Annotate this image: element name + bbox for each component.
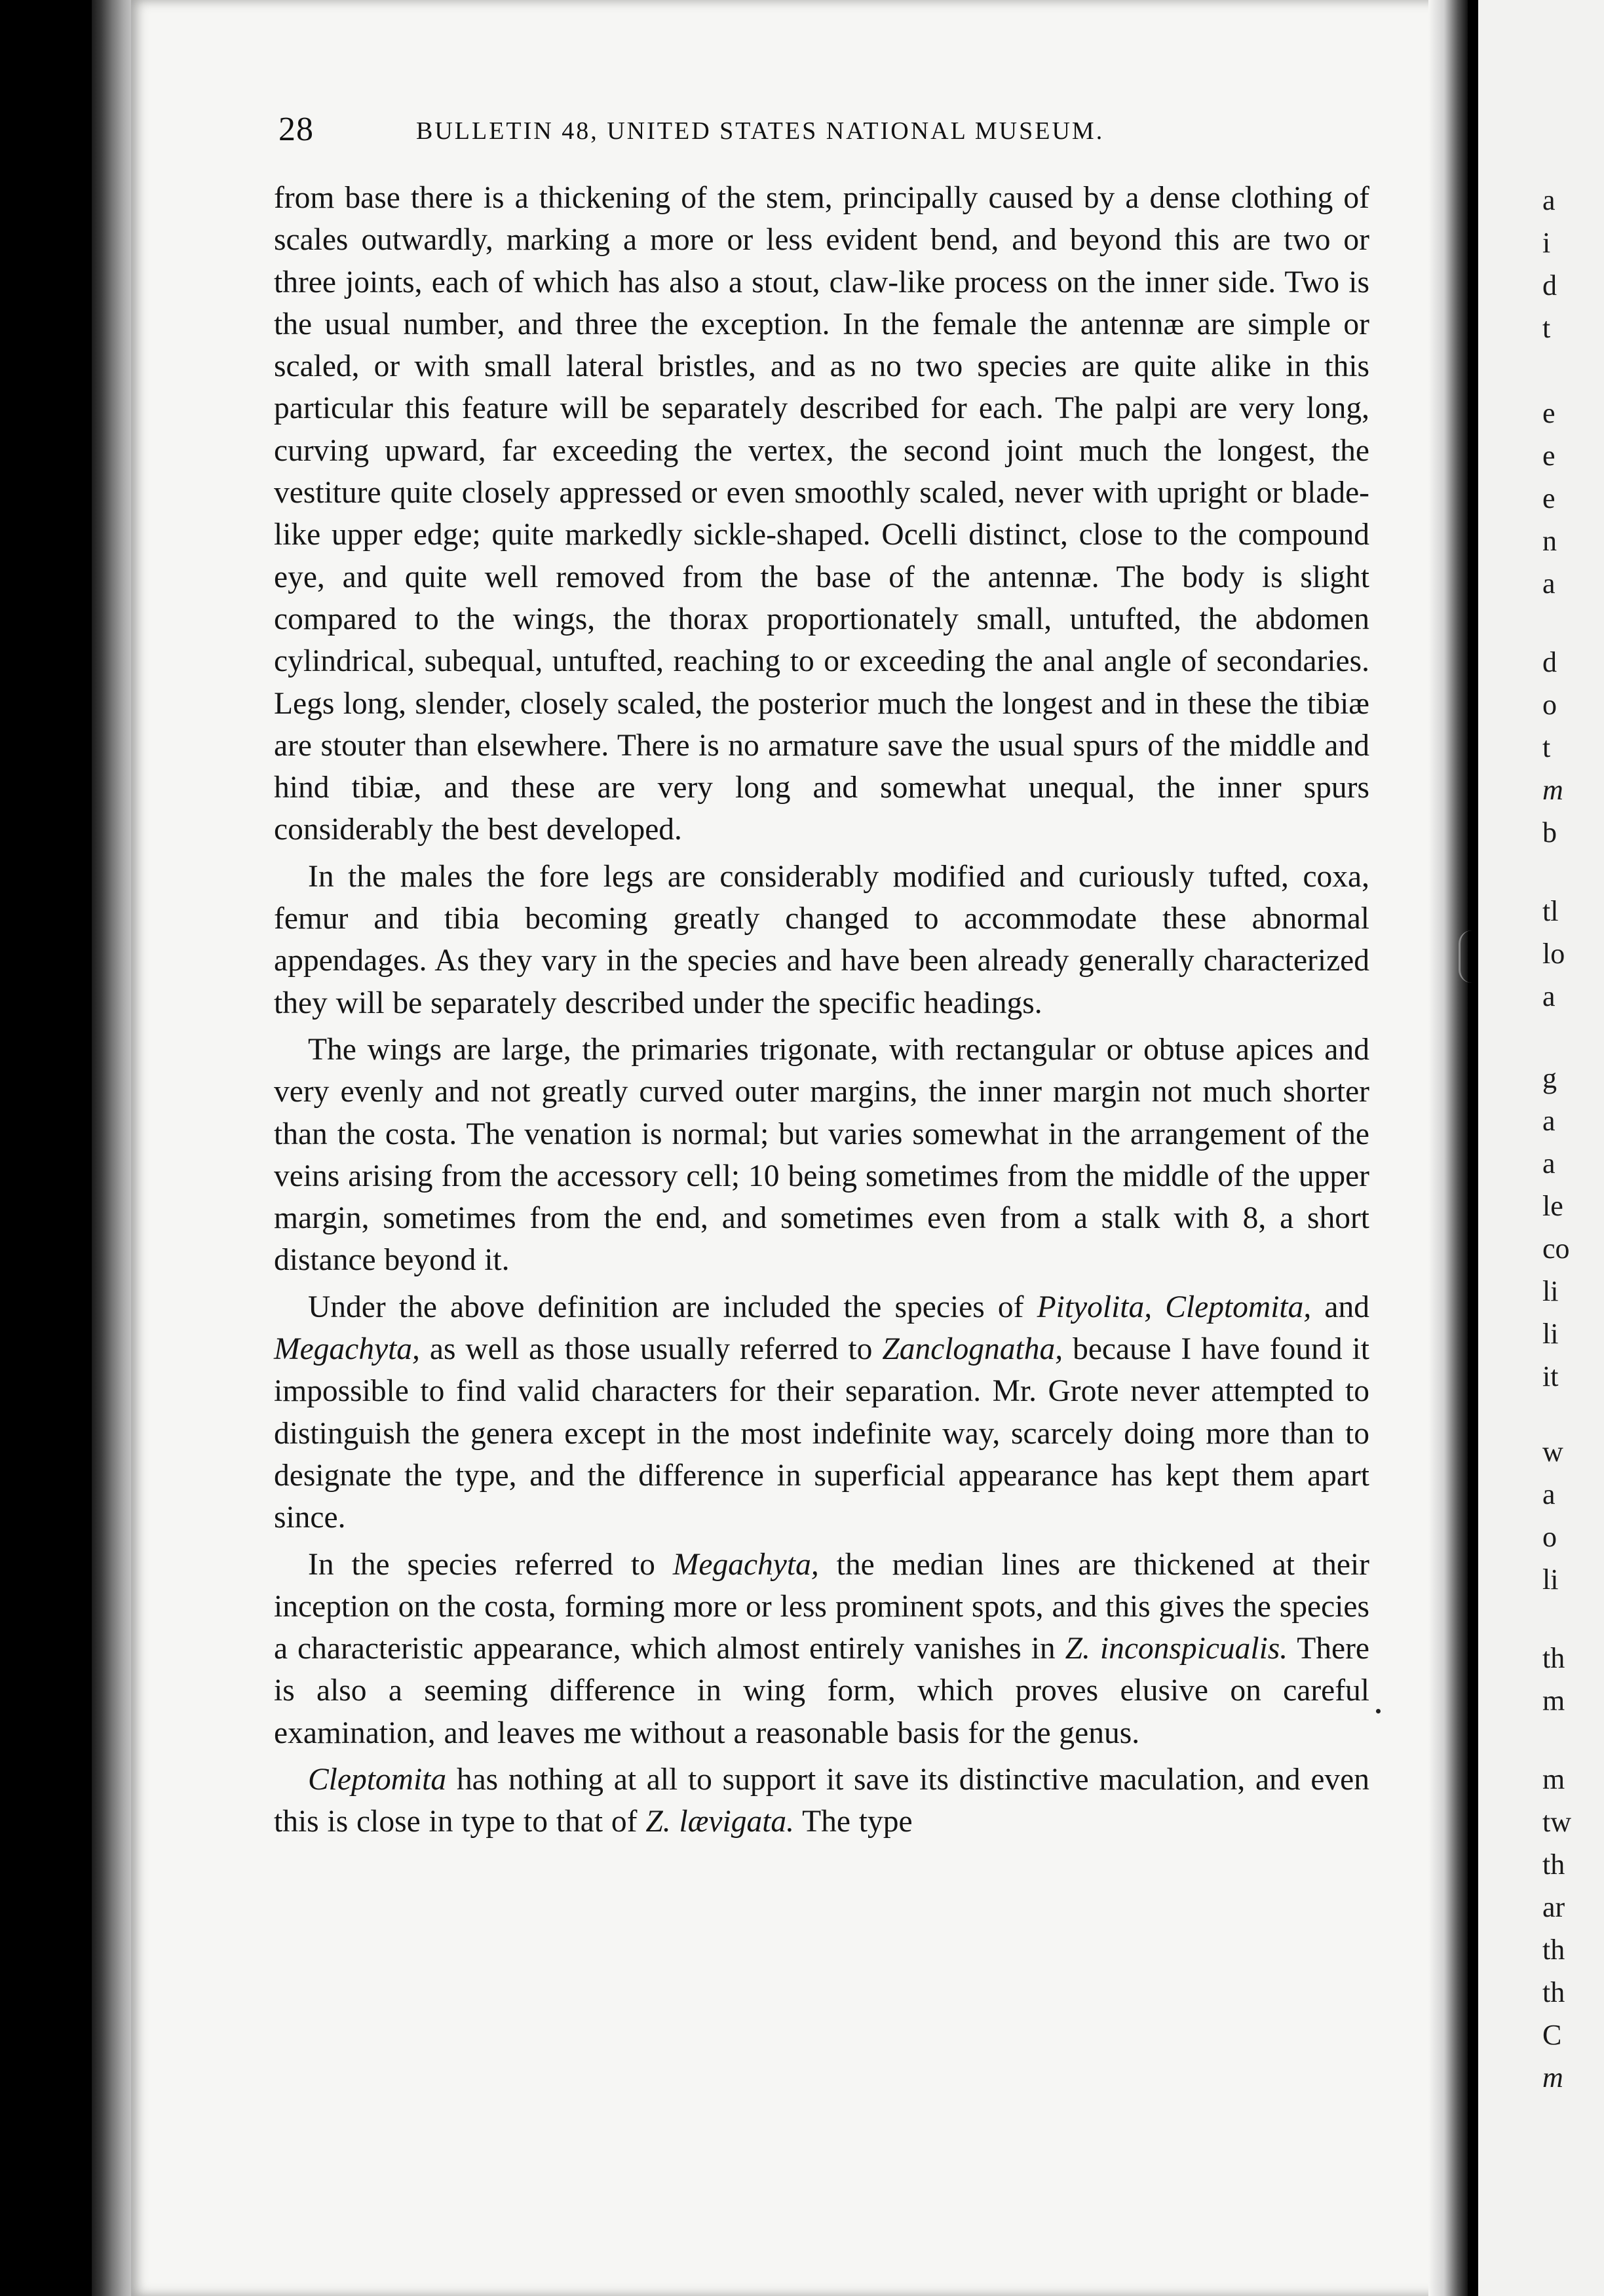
next-page-text: a: [1542, 1478, 1556, 1510]
next-page-text: a: [1542, 980, 1556, 1012]
page-number: 28: [278, 111, 314, 148]
next-page-text: i: [1542, 227, 1551, 259]
next-page-text: tw: [1542, 1806, 1571, 1838]
genus-name: Pityolita,: [1037, 1290, 1153, 1324]
next-page-text: co: [1542, 1233, 1570, 1265]
next-page-text: th: [1542, 1642, 1565, 1674]
paragraph: In the species referred to Megachyta, the median lines are thickened at their inception on the costa, forming more or less prominent spots, and this gives the species a characteristic appearance, which almost entirely vanishes in Z. inconspicualis. There is also a seeming difference in wing form, which proves elusive on careful examination, and leaves me without a reasonable basis for the genus.: [274, 1547, 1370, 1750]
page-edge-shadow: [1428, 0, 1468, 2296]
next-page-text: li: [1542, 1318, 1559, 1350]
paragraph: In the males the fore legs are considerably modified and curiously tufted, coxa, femur and tibia becoming greatly changed to accommodate these abnormal appendages. As they vary in the species and have been already generally characterized they will be separately described under the specific headings.: [274, 859, 1369, 1020]
next-page-text: m: [1542, 2061, 1563, 2094]
next-page-text: a: [1542, 184, 1556, 216]
next-page-text: d: [1542, 646, 1557, 678]
next-page-text: tl: [1542, 895, 1559, 927]
paragraph: Under the above definition are included the species of Pityolita, Cleptomita, and Megachyta, as well as those usually referred to Zanclognatha, because I have found it impossible to find valid characters for their separation. Mr. Grote never attempted to distinguish the genera except in the most indefinite way, scarcely doing more than to designate the type, and the difference in superficial appearance has kept them apart since.: [274, 1290, 1370, 1535]
genus-name: Megachyta,: [274, 1332, 420, 1367]
next-page-text: o: [1542, 689, 1557, 721]
genus-name: Cleptomita: [308, 1762, 447, 1797]
next-page-text: n: [1542, 525, 1557, 557]
genus-name: Megachyta,: [672, 1547, 819, 1582]
page-header: [278, 110, 1366, 156]
species-name: Z. lævigata.: [645, 1805, 795, 1839]
next-page-text: b: [1542, 816, 1557, 849]
next-page-text: th: [1542, 1848, 1565, 1881]
next-page-text: e: [1542, 482, 1556, 514]
next-page-text: w: [1542, 1436, 1563, 1468]
next-page-text: t: [1542, 731, 1551, 763]
genus-name: Cleptomita,: [1165, 1290, 1312, 1324]
next-page-text: it: [1542, 1360, 1559, 1392]
next-page-text: C: [1542, 2019, 1562, 2051]
species-name: Z. inconspicualis.: [1065, 1632, 1288, 1666]
next-page-text: li: [1542, 1275, 1559, 1307]
scan-left-margin: [0, 0, 92, 2296]
next-page-text: th: [1542, 1976, 1565, 2008]
next-page-text: m: [1542, 1685, 1565, 1717]
page-crease: [1459, 930, 1474, 983]
next-page-text: g: [1542, 1062, 1557, 1094]
next-page-text: a: [1542, 567, 1556, 600]
next-page-text: a: [1542, 1105, 1556, 1137]
next-page-text: m: [1542, 774, 1563, 806]
next-page-text: o: [1542, 1521, 1557, 1553]
next-page-text: t: [1542, 312, 1551, 344]
next-page-text: a: [1542, 1147, 1556, 1179]
genus-name: Zanclognatha,: [882, 1332, 1063, 1367]
next-page-text: lo: [1542, 938, 1565, 970]
next-page-text: li: [1542, 1563, 1559, 1596]
next-page-text: le: [1542, 1190, 1563, 1222]
next-page-text: d: [1542, 269, 1557, 301]
next-page-text: th: [1542, 1934, 1565, 1966]
paragraph: The wings are large, the primaries trigonate, with rectangular or obtuse apices and very evenly and not greatly curved outer margins, the inner margin not much shorter than the costa. The venation is normal; but varies somewhat in the arrangement of the veins arising from the accessory cell; 10 being sometimes from the middle of the upper margin, sometimes from the end, and sometimes even from a stalk with 8, a short distance beyond it.: [274, 1032, 1369, 1278]
next-page-text: m: [1542, 1763, 1565, 1795]
next-page-fragment: [1478, 0, 1604, 2296]
next-page-text: ar: [1542, 1891, 1565, 1923]
paragraph: Cleptomita has nothing at all to support it save its distinctive maculation, and even this is close in type to that of Z. lævigata. The type: [274, 1762, 1369, 1839]
next-page-text: e: [1542, 440, 1556, 472]
running-head: BULLETIN 48, UNITED STATES NATIONAL MUSEUM.: [416, 117, 1105, 145]
paragraph: from base there is a thickening of the stem, principally caused by a dense clothing of scales outwardly, marking a more or less evident bend, and beyond this are two or three joints, each of which has also a stout, claw-like process on the inner side. Two is the usual number, and three the exception. In the female the antennæ are simple or scaled, or with small lateral bristles, and as no two species are quite alike in this particular this feature will be separately described for each. The palpi are very long, curving upward, far exceeding the vertex, the second joint much the longest, the vestiture quite closely appressed or even smoothly scaled, never with upright or blade-like upper edge; quite markedly sickle-shaped. Ocelli distinct, close to the compound eye, and quite well removed from the base of the antennæ. The body is slight compared to the wings, the thorax proportionately small, untufted, the abdomen cylindrical, subequal, untufted, reaching to or exceeding the anal angle of secondaries. Legs long, slender, closely scaled, the posterior much the longest and in these the tibiæ are stouter than elsewhere. There is no armature save the usual spurs of the middle and hind tibiæ, and these are very long and somewhat unequal, the inner spurs considerably the best developed.: [274, 181, 1369, 847]
body-text: [274, 177, 1369, 1848]
next-page-text: e: [1542, 397, 1556, 429]
ink-speck: [1376, 1709, 1381, 1713]
